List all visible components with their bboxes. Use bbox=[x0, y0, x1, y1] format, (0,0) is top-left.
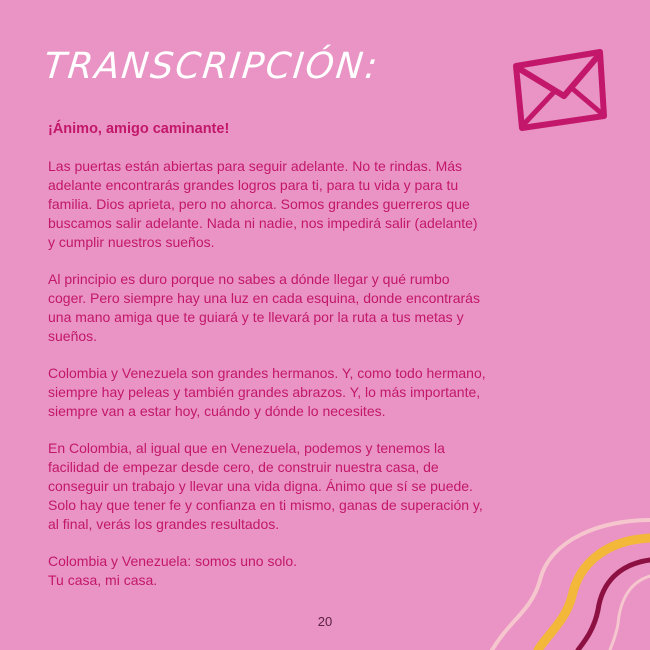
page-number: 20 bbox=[317, 614, 333, 629]
letter-paragraph: En Colombia, al igual que en Venezuela, podemos y tenemos la facilidad de empezar desde cero, de construir nuestra casa, de conseguir un trabajo y llevar una vida digna. Ánimo que sí se puede. Solo hay que tener fe y confianza en ti mismo, ganas de superación y, al final, verás los grandes resultados. bbox=[48, 440, 483, 532]
letter-paragraph: Al principio es duro porque no sabes a dónde llegar y qué rumbo coger. Pero siempre hay una luz en cada esquina, donde encontrarás una mano amiga que te guiará y te llevará por la ruta a tus metas y sueños. bbox=[48, 271, 480, 344]
letter-body bbox=[48, 120, 488, 590]
page-title: TRANSCRIPCIÓN: bbox=[41, 46, 382, 87]
closing-line: Colombia y Venezuela: somos uno solo. bbox=[48, 553, 298, 569]
letter-paragraph: Las puertas están abiertas para seguir adelante. No te rindas. Más adelante encontrarás grandes logros para ti, para tu vida y para tu familia. Dios aprieta, pero no ahorca. Somos grandes guerreros que buscamos salir adelante. Nada ni nadie, nos impedirá salir (adelante) y cumplir nuestros sueños. bbox=[48, 158, 478, 250]
decorative-waves bbox=[480, 500, 650, 650]
closing-line: Tu casa, mi casa. bbox=[48, 572, 158, 588]
letter-paragraph: Colombia y Venezuela son grandes hermanos. Y, como todo hermano, siempre hay peleas y también grandes abrazos. Y, lo más importante, siempre van a estar hoy, cuándo y dónde lo necesites. bbox=[48, 365, 486, 419]
letter-closing bbox=[48, 552, 488, 590]
letter-greeting: ¡Ánimo, amigo caminante! bbox=[48, 121, 230, 137]
envelope-icon bbox=[508, 46, 610, 134]
